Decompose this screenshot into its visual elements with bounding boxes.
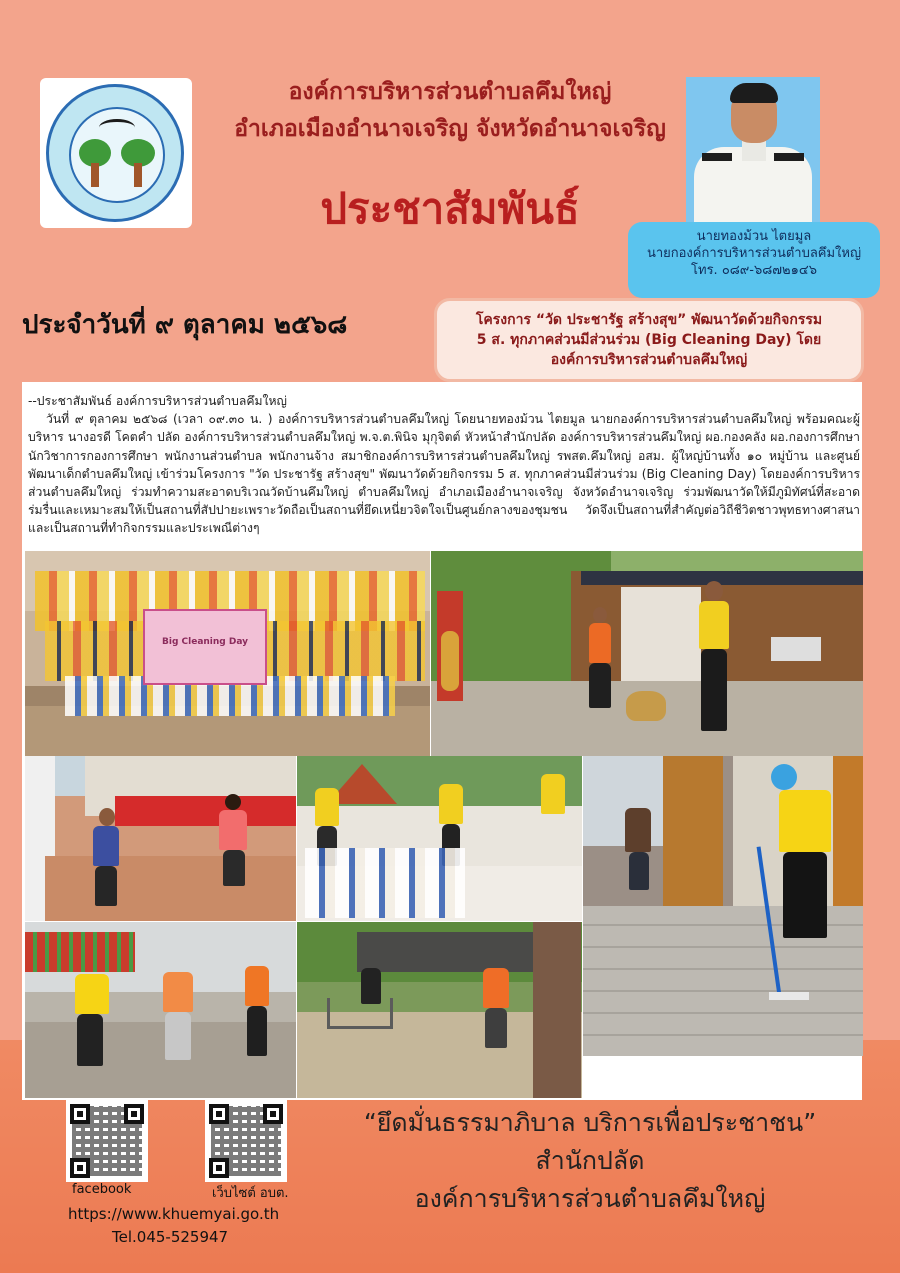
organization-name: องค์การบริหารส่วนตำบลคึมใหญ่ [414,1184,766,1213]
portrait-collar [742,141,766,161]
big-cleaning-day-banner [143,609,267,685]
release-date: ประจำวันที่ ๙ ตุลาคม ๒๕๖๘ [22,310,348,340]
official-phone: โทร. ๐๘๙-๖๘๗๒๑๔๖ [691,263,817,278]
page-title: ประชาสัมพันธ์ [320,184,580,233]
photo-group-at-temple [25,551,430,756]
article-paragraph: วันที่ ๙ ตุลาคม ๒๕๖๘ (เวลา ๐๙.๓๐ น. ) องค์การบริหารส่วนตำบลคึมใหญ่ โดยนายทองม้วน ไตยมูล นายกองค์การบริหารส่วนตำบลคึมใหญ่ พร้อมคณะผู้บริหาร นางอรดี โคตคำ ปลัด องค์การบริหารส่วนตำบลคึมใหญ่ พ.จ.ต.พินิจ มุกุจิตต์ หัวหน้าสำนักปลัด องค์การบริหารส่วนคึมใหญ่ ผอ.กองคลัง ผอ.กองการศึกษา นักวิชาการกองการศึกษา พนักงานส่วนตำบล พนักงานจ้าง สมาชิกองค์การบริหารส่วนตำบลคึมใหญ่ รพสต.คึมใหญ่ อสม. ผู้ใหญ่บ้านทั้ง ๑๐ หมู่บ้าน และศูนย์พัฒนาเด็กตำบลคึมใหญ่ เข้าร่วมโครงการ "วัด ประชารัฐ สร้างสุข" พัฒนาวัดด้วยกิจกรรม 5 ส. ทุกภาคส่วนมีส่วนร่วม (Big Cleaning Day) โดยองค์การบริหารส่วนตำบลคึมใหญ่ ร่วมทำความสะอาดบริเวณวัดบ้านคึมใหญ่ ตำบลคึมใหญ่ อำเภอเมืองอำนาจเจริญ จังหวัดอำนาจเจริญ ร่วมพัฒนาวัดให้มีภูมิทัศน์ที่สะอาด ร่มรื่นและเหมาะสมให้เป็นสถานที่สัปปายะเพราะวัดถือเป็นสถานที่ยึดเหนี่ยวจิตใจเป็นศูนย์กลางของชุมชน วัดจึงเป็นสถานที่สำคัญต่อวิถีชีวิตชาวพุทธทางศาสนาและเป็นสถานที่ทำกิจกรรมและประเพณีต่างๆ [28,412,860,536]
project-line-1: โครงการ “วัด ประชารัฐ สร้างสุข” พัฒนาวัดด้วยกิจกรรม [475,312,823,328]
article-body [28,392,860,538]
official-name: นายทองม้วน ไตยมูล [696,229,812,244]
project-line-2: 5 ส. ทุกภาคส่วนมีส่วนร่วม (Big Cleaning Day) โดย [476,332,822,348]
photo-sweeping-yard [25,922,296,1098]
photo-children-cleaning [297,756,582,921]
website-qr-code[interactable] [205,1100,287,1182]
slogan-block [300,1104,880,1218]
epaulette-right [774,153,804,161]
website-url[interactable]: https://www.khuemyai.go.th [68,1205,280,1223]
facebook-qr-label: facebook [72,1182,132,1197]
project-title-box [434,298,864,382]
official-portrait [686,77,820,227]
epaulette-left [702,153,732,161]
website-qr-label: เว็บไซต์ อบต. [212,1186,289,1201]
photo-sweeping-temple-grounds [431,551,863,756]
photo-man-mopping [583,756,863,1056]
project-line-3: องค์การบริหารส่วนตำบลคึมใหญ่ [550,352,748,368]
banner-text: Big Cleaning Day [162,637,248,647]
org-name-heading: องค์การบริหารส่วนตำบลคึมใหญ่ [288,79,612,105]
official-position: นายกองค์การบริหารส่วนตำบลคึมใหญ่ [646,246,862,261]
district-province-heading: อำเภอเมืองอำนาจเจริญ จังหวัดอำนาจเจริญ [234,116,666,142]
portrait-hair [730,83,778,103]
slogan-text: “ยึดมั่นธรรมาภิบาล บริการเพื่อประชาชน” [363,1108,817,1137]
telephone: Tel.045-525947 [112,1228,229,1246]
office-name: สำนักปลัด [535,1146,645,1175]
photo-woman-sweeping [25,756,296,921]
official-name-box [628,222,880,298]
facebook-qr-code[interactable] [66,1100,148,1182]
article-intro: --ประชาสัมพันธ์ องค์การบริหารส่วนตำบลคึมใหญ่ [28,394,287,408]
photo-temple-yard-tree [297,922,582,1098]
